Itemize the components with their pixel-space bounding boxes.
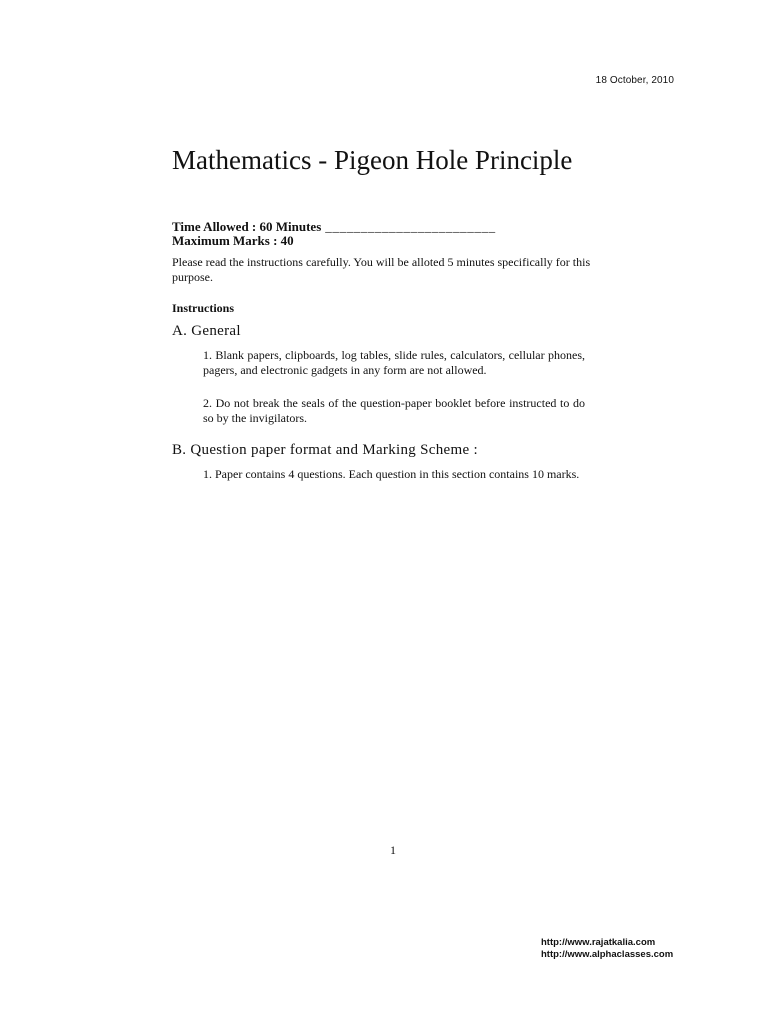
- time-allowed-line: [172, 220, 496, 234]
- section-a-item-1: 1. Blank papers, clipboards, log tables, slide rules, calculators, cellular phones, pagers, and electronic gadgets in any form are not allowed.: [203, 348, 585, 377]
- time-allowed: Time Allowed : 60 Minutes: [172, 219, 322, 234]
- section-a-item-2: 2. Do not break the seals of the question-paper booklet before instructed to do so by the invigilators.: [203, 396, 585, 425]
- footer-link-rajatkalia[interactable]: http://www.rajatkalia.com: [541, 937, 656, 948]
- document-title: Mathematics - Pigeon Hole Principle: [172, 145, 573, 175]
- instructions-label: Instructions: [172, 301, 235, 315]
- section-a-heading: A. General: [172, 323, 241, 339]
- maximum-marks: Maximum Marks : 40: [172, 233, 294, 248]
- intro-paragraph: Please read the instructions carefully. You will be alloted 5 minutes specifically for this purpose.: [172, 255, 591, 284]
- answer-rule: ________________________: [325, 219, 496, 234]
- footer-links: [541, 937, 673, 961]
- page-number: 1: [390, 843, 396, 857]
- footer-link-alphaclasses[interactable]: http://www.alphaclasses.com: [541, 949, 674, 960]
- section-b-heading: B. Question paper format and Marking Scheme :: [172, 442, 478, 458]
- exam-meta: [172, 220, 496, 248]
- section-b-item-1: 1. Paper contains 4 questions. Each question in this section contains 10 marks.: [203, 467, 580, 481]
- document-date: 18 October, 2010: [595, 75, 674, 86]
